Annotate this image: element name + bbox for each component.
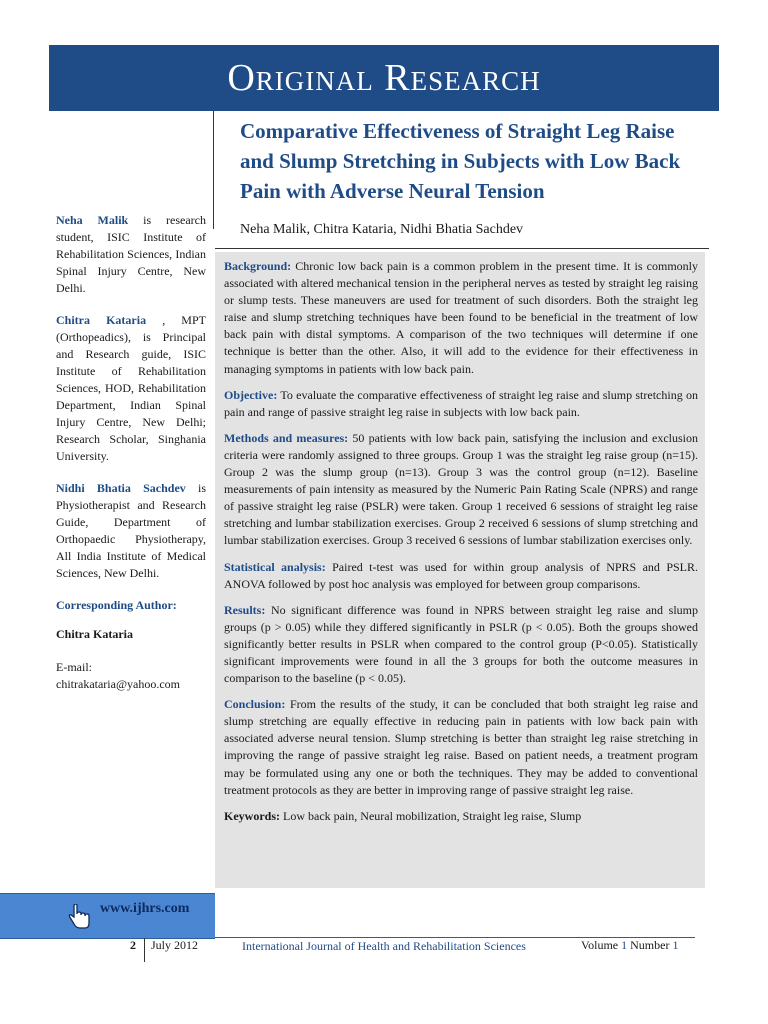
author-name-3: Nidhi Bhatia Sachdev [56, 481, 186, 495]
abstract-results [224, 602, 698, 687]
author-name-2: Chitra Kataria [56, 313, 147, 327]
conclusion-label: Conclusion: [224, 697, 286, 712]
journal-name: International Journal of Health and Rehabilitation Sciences [242, 939, 526, 953]
volume-info [581, 938, 678, 953]
volume-label: Volume [581, 938, 619, 952]
methods-label: Methods and measures: [224, 430, 349, 445]
issue-number: 1 [672, 938, 679, 952]
title-divider [213, 111, 214, 229]
objective-label: Objective: [224, 387, 278, 402]
author-sidebar [56, 212, 206, 708]
statistical-text: Paired t-test was used for within group analysis of NPRS and PSLR. ANOVA followed by post hoc analysis was employed for between group comparisons. [224, 559, 698, 591]
email-block [56, 659, 206, 693]
issue-date: July 2012 [151, 938, 199, 952]
author-affiliation-2: , MPT (Orthopeadics), is Principal and Research guide, ISIC Institute of Rehabilitation Sciences, HOD, Rehabilitation Department, Indian Spinal Injury Centre, New Delhi; Research Scholar, Singhania University. [56, 313, 206, 463]
footer-divider [144, 938, 145, 962]
author-bio-3 [56, 480, 206, 582]
abstract-conclusion [224, 696, 698, 799]
statistical-label: Statistical analysis: [224, 559, 326, 574]
author-affiliation-1: is research student, ISIC Institute of Rehabilitation Sciences, Indian Spinal Injury Centre, New Delhi. [56, 213, 206, 295]
keywords-text: Low back pain, Neural mobilization, Straight leg raise, Slump [280, 808, 582, 823]
keywords-label: Keywords: [224, 808, 280, 823]
abstract-background [224, 258, 698, 378]
abstract-keywords [224, 808, 698, 825]
website-link[interactable]: www.ijhrs.com [100, 901, 190, 916]
corresponding-author-name: Chitra Kataria [56, 627, 133, 641]
abstract-box [215, 252, 705, 888]
number-label: Number [630, 938, 670, 952]
volume-number: 1 [621, 938, 628, 952]
methods-text: 50 patients with low back pain, satisfying the inclusion and exclusion criteria were randomly assigned to three groups. Group 1 was the straight leg raise group (n=15). Group 2 was the slump group (n=13). Group 3 was the control group (n=12). Baseline measurements of pain intensity as measured by the Numeric Pain Rating Scale (NPRS) and range of passive straight leg raise (PSLR) were taken. Group 1 received 6 sessions of straight leg raise stretching and lumbar stabilization exercises. Group 2 received 6 sessions of slump stretching and lumbar stabilization exercises. Group 3 received 6 sessions of lumbar stabilization exercises only. [224, 430, 699, 548]
banner-label: Original Research [227, 57, 541, 99]
conclusion-text: From the results of the study, it can be concluded that both straight leg raise and slump stretching are equally effective in reducing pain in patients with low back pain with associated adverse neural tension. Slump stretching is better than straight leg raise stretching in improving the range of passive straight leg raise. Based on patient needs, a treatment program may be formulated using any one or both the techniques. They may be added to conventional treatment protocols as they are better in improving range of passive straight leg raise. [224, 697, 698, 797]
email-address[interactable]: chitrakataria@yahoo.com [56, 677, 180, 691]
author-bio-2 [56, 312, 206, 465]
results-label: Results: [224, 602, 266, 617]
abstract-statistical [224, 559, 698, 593]
section-banner [49, 45, 719, 111]
authors-rule [215, 248, 709, 249]
pointing-hand-icon [68, 904, 92, 935]
author-bio-1 [56, 212, 206, 297]
author-name-1: Neha Malik [56, 213, 129, 227]
objective-text: To evaluate the comparative effectiveness of straight leg raise and slump stretching on pain and range of passive straight leg raise in subjects with low back pain. [224, 387, 698, 419]
corresponding-author-label: Corresponding Author: [56, 598, 177, 612]
author-affiliation-3: is Physiotherapist and Research Guide, Department of Orthopaedic Physiotherapy, All India Institute of Medical Sciences, New Delhi. [56, 481, 206, 580]
background-label: Background: [224, 259, 292, 273]
page-number: 2 [130, 938, 136, 952]
background-text: Chronic low back pain is a common problem in the present time. It is commonly associated with altered mechanical tension in the peripheral nerves as tested by straight leg raising or slump tests. These maneuvers are used for treatment of such disorders. Both the straight leg raise and slump stretching techniques have been found to be beneficial in the treatment of low back pain with distal symptoms. A comparison of the two techniques will determine if one technique is better than the other. Also, it will add to the evidence for their effectiveness in managing symptoms in patients with low back pain. [224, 259, 698, 376]
abstract-methods [224, 430, 698, 550]
email-label: E-mail: [56, 660, 92, 674]
article-authors: Neha Malik, Chitra Kataria, Nidhi Bhatia Sachdev [240, 222, 524, 237]
results-text: No significant difference was found in NPRS between straight leg raise and slump groups (p > 0.05) while they differed significantly in PSLR (p < 0.05). Both the groups showed significantly better results in PSLR when compared to the control group (P<0.05). Statistically significant improvements were found in all the 3 groups for both the outcome measures in comparison to the baseline (p < 0.05). [224, 602, 698, 686]
abstract-objective [224, 387, 698, 421]
article-title: Comparative Effectiveness of Straight Leg Raise and Slump Stretching in Subjects with Low Back Pain with Adverse Neural Tension [240, 119, 681, 203]
website-box [0, 893, 215, 939]
